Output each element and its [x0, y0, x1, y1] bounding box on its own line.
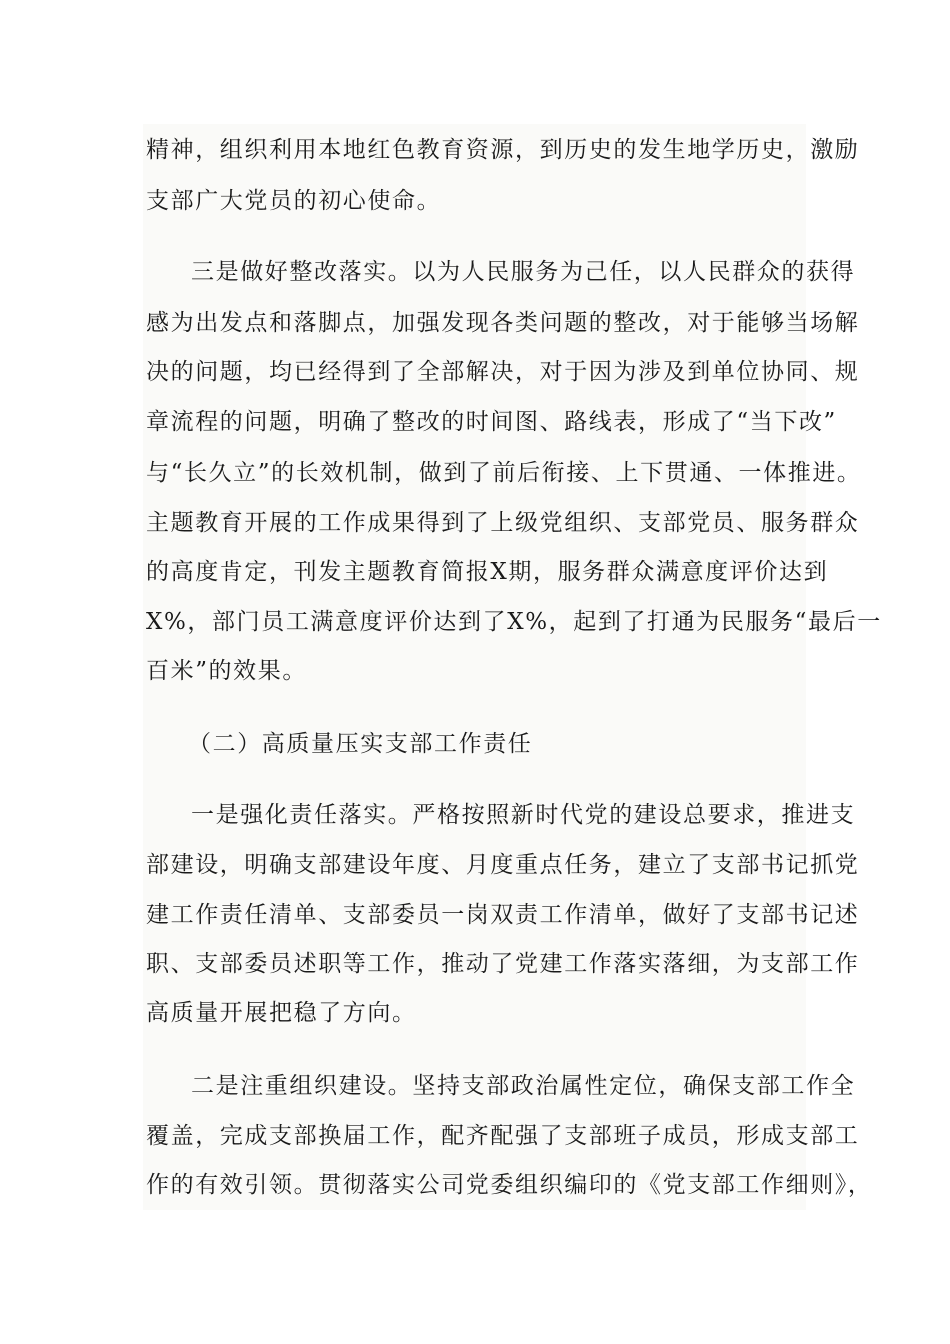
paragraph-line: X%，部门员工满意度评价达到了X%，起到了打通为民服务“最后一 — [146, 609, 882, 635]
paragraph-line: 精神，组织利用本地红色教育资源，到历史的发生地学历史，激励 — [146, 137, 860, 163]
paragraph-line: 建工作责任清单、支部委员一岗双责工作清单，做好了支部书记述 — [146, 902, 860, 928]
paragraph-line: 支部广大党员的初心使命。 — [146, 188, 442, 214]
paragraph-line: 主题教育开展的工作成果得到了上级党组织、支部党员、服务群众 — [146, 510, 860, 536]
paragraph-line: 二是注重组织建设。坚持支部政治属性定位，确保支部工作全 — [191, 1073, 856, 1099]
paragraph-line: 职、支部委员述职等工作，推动了党建工作落实落细，为支部工作 — [146, 951, 860, 977]
paragraph-line: 三是做好整改落实。以为人民服务为己任，以人民群众的获得 — [191, 259, 856, 285]
paragraph-line: 高质量开展把稳了方向。 — [146, 1000, 417, 1026]
paragraph-line: 作的有效引领。贯彻落实公司党委组织编印的《党支部工作细则》， — [146, 1172, 873, 1198]
paragraph-line: 百米”的效果。 — [146, 658, 307, 684]
paragraph-line: 一是强化责任落实。严格按照新时代党的建设总要求，推进支 — [191, 802, 856, 828]
paragraph-line: 部建设，明确支部建设年度、月度重点任务，建立了支部书记抓党 — [146, 852, 860, 878]
paragraph-line: 决的问题，均已经得到了全部解决，对于因为涉及到单位协同、规 — [146, 359, 860, 385]
paragraph-line: 感为出发点和落脚点，加强发现各类问题的整改，对于能够当场解 — [146, 310, 860, 336]
paragraph-line: 与“长久立”的长效机制，做到了前后衔接、上下贯通、一体推进。 — [146, 460, 862, 486]
paragraph-line: 章流程的问题，明确了整改的时间图、路线表，形成了“当下改” — [146, 409, 837, 435]
paragraph-line: 的高度肯定，刊发主题教育简报X期，服务群众满意度评价达到 — [146, 559, 829, 585]
section-heading: （二）高质量压实支部工作责任 — [188, 731, 533, 757]
paragraph-line: 覆盖，完成支部换届工作，配齐配强了支部班子成员，形成支部工 — [146, 1123, 860, 1149]
